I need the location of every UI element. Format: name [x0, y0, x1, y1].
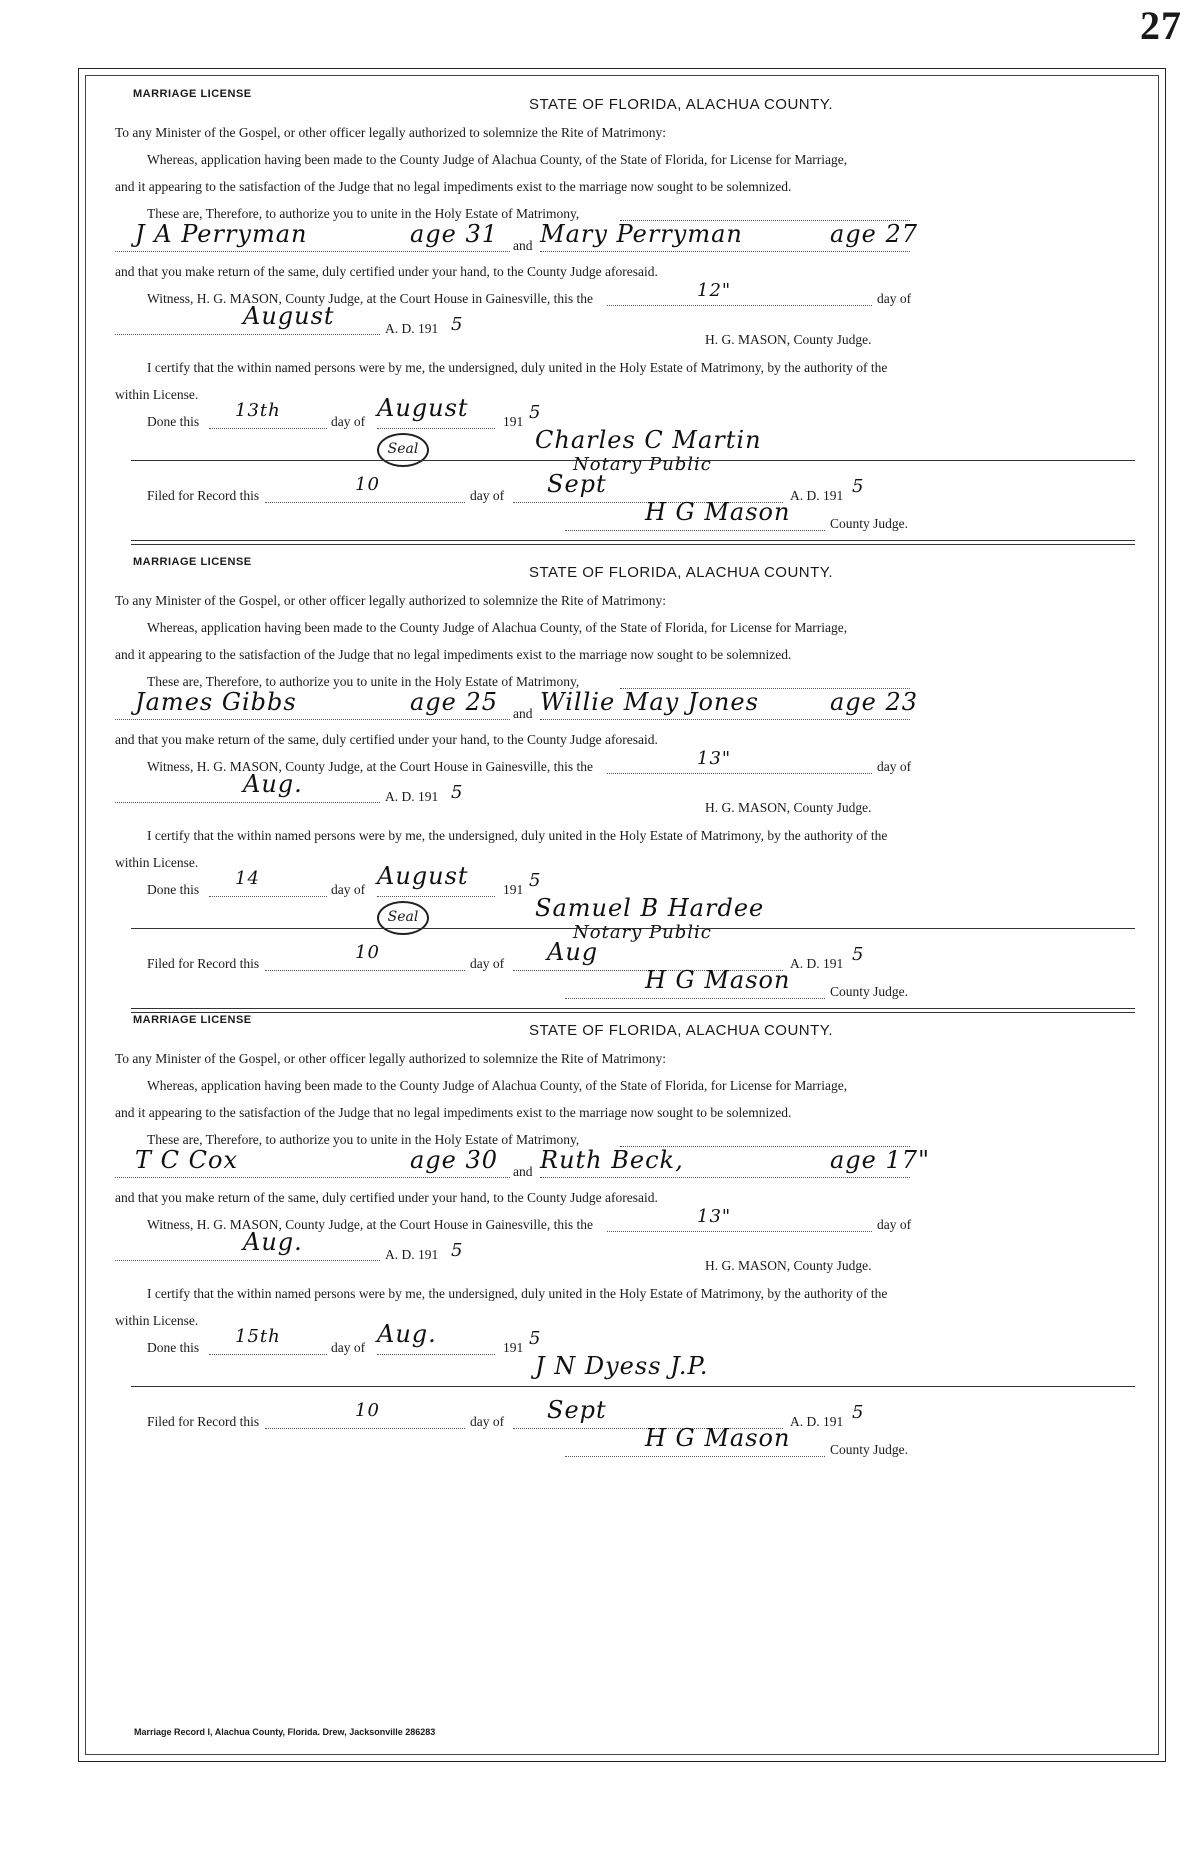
dotted-line	[377, 896, 495, 897]
to-any-minister-text: To any Minister of the Gospel, or other officer legally authorized to solemnize the Rite of Matrimony:	[115, 1051, 667, 1066]
filed-day-of-text: day of	[470, 488, 505, 503]
and-text: and	[513, 706, 533, 721]
day-of-text: day of	[877, 759, 912, 774]
witness-text: Witness, H. G. MASON, County Judge, at the Court House in Gainesville, this the	[147, 1217, 594, 1232]
marriage-license-block	[85, 1014, 1157, 1714]
dotted-line	[607, 773, 872, 774]
done-year-text: 191	[503, 414, 524, 429]
and-text: and	[513, 238, 533, 253]
done-year: 5	[529, 1328, 542, 1349]
done-year: 5	[529, 402, 542, 423]
groom-age: age 30	[410, 1146, 499, 1174]
done-day-of-text: day of	[331, 882, 366, 897]
done-day-of-text: day of	[331, 1340, 366, 1355]
officiant-signature: Charles C Martin	[535, 426, 762, 454]
done-year-text: 191	[503, 882, 524, 897]
witness-year: 5	[451, 782, 464, 803]
filed-text: Filed for Record this	[147, 488, 260, 503]
done-this-text: Done this	[147, 1340, 200, 1355]
officiant-signature: Samuel B Hardee	[535, 894, 765, 922]
appearing-text: and it appearing to the satisfaction of the Judge that no legal impediments exist to the marriage now sought to be solemnized.	[115, 179, 792, 194]
done-day: 15th	[235, 1326, 281, 1347]
dotted-line	[565, 530, 825, 531]
certify-text: I certify that the within named persons were by me, the undersigned, duly united in the Holy Estate of Matrimony, by the authority of the	[147, 828, 888, 843]
bride-age: age 17"	[830, 1146, 931, 1174]
dotted-line	[115, 251, 510, 252]
dotted-line	[115, 1177, 510, 1178]
license-title: STATE OF FLORIDA, ALACHUA COUNTY.	[528, 1022, 834, 1039]
return-text: and that you make return of the same, duly certified under your hand, to the County Judge aforesaid.	[115, 264, 658, 279]
signature-rule	[131, 460, 1135, 461]
whereas-text: Whereas, application having been made to the County Judge of Alachua County, of the State of Florida, for License for Marriage,	[147, 152, 848, 167]
dotted-line	[209, 896, 327, 897]
ad-text: A. D. 191	[385, 321, 439, 336]
filed-ad-text: A. D. 191	[790, 1414, 844, 1429]
filed-year: 5	[852, 1402, 865, 1423]
judge-text: H. G. MASON, County Judge.	[705, 800, 872, 815]
within-license-text: within License.	[115, 855, 199, 870]
judge-signature: H G Mason	[645, 498, 791, 526]
witness-text: Witness, H. G. MASON, County Judge, at the Court House in Gainesville, this the	[147, 759, 594, 774]
bride-name: Willie May Jones	[540, 688, 759, 716]
and-text: and	[513, 1164, 533, 1179]
done-year: 5	[529, 870, 542, 891]
filed-day-of-text: day of	[470, 956, 505, 971]
page-number: 27	[1140, 3, 1182, 48]
done-day: 14	[235, 868, 260, 889]
appearing-text: and it appearing to the satisfaction of the Judge that no legal impediments exist to the marriage now sought to be solemnized.	[115, 1105, 792, 1120]
officiant-title: Notary Public	[573, 454, 712, 475]
done-this-text: Done this	[147, 882, 200, 897]
done-month: Aug.	[377, 1320, 437, 1348]
witness-text: Witness, H. G. MASON, County Judge, at the Court House in Gainesville, this the	[147, 291, 594, 306]
filed-text: Filed for Record this	[147, 1414, 260, 1429]
dotted-line	[115, 1260, 380, 1261]
within-license-text: within License.	[115, 387, 199, 402]
these-are-text: These are, Therefore, to authorize you to unite in the Holy Estate of Matrimony,	[147, 1132, 580, 1147]
these-are-text: These are, Therefore, to authorize you to unite in the Holy Estate of Matrimony,	[147, 674, 580, 689]
return-text: and that you make return of the same, duly certified under your hand, to the County Judge aforesaid.	[115, 1190, 658, 1205]
dotted-line	[540, 719, 910, 720]
county-judge-text: County Judge.	[830, 984, 909, 999]
seal-mark: Seal	[377, 901, 429, 935]
done-day-of-text: day of	[331, 414, 366, 429]
dotted-line	[540, 251, 910, 252]
filed-month: Sept	[547, 1396, 607, 1424]
section-divider	[131, 1008, 1135, 1013]
dotted-line	[209, 1354, 327, 1355]
day-of-text: day of	[877, 1217, 912, 1232]
to-any-minister-text: To any Minister of the Gospel, or other officer legally authorized to solemnize the Rite of Matrimony:	[115, 593, 667, 608]
county-judge-text: County Judge.	[830, 1442, 909, 1457]
dotted-line	[607, 305, 872, 306]
filed-day: 10	[355, 474, 380, 495]
filed-ad-text: A. D. 191	[790, 488, 844, 503]
done-day: 13th	[235, 400, 281, 421]
groom-name: J A Perryman	[135, 220, 308, 248]
judge-signature: H G Mason	[645, 966, 791, 994]
ad-text: A. D. 191	[385, 1247, 439, 1262]
done-month: August	[377, 862, 469, 890]
groom-name: James Gibbs	[135, 688, 297, 716]
certify-text: I certify that the within named persons were by me, the undersigned, duly united in the Holy Estate of Matrimony, by the authority of the	[147, 1286, 888, 1301]
license-label: MARRIAGE LICENSE	[133, 556, 252, 568]
witness-year: 5	[451, 314, 464, 335]
appearing-text: and it appearing to the satisfaction of the Judge that no legal impediments exist to the marriage now sought to be solemnized.	[115, 647, 792, 662]
these-are-text: These are, Therefore, to authorize you to unite in the Holy Estate of Matrimony,	[147, 206, 580, 221]
within-license-text: within License.	[115, 1313, 199, 1328]
filed-month: Sept	[547, 470, 607, 498]
county-judge-text: County Judge.	[830, 516, 909, 531]
bride-age: age 23	[830, 688, 919, 716]
dotted-line	[209, 428, 327, 429]
officiant-signature: J N Dyess J.P.	[535, 1352, 709, 1380]
dotted-line	[115, 334, 380, 335]
witness-month: Aug.	[243, 1228, 303, 1256]
dotted-line	[607, 1231, 872, 1232]
section-divider	[131, 540, 1135, 545]
filed-day: 10	[355, 1400, 380, 1421]
to-any-minister-text: To any Minister of the Gospel, or other officer legally authorized to solemnize the Rite of Matrimony:	[115, 125, 667, 140]
whereas-text: Whereas, application having been made to the County Judge of Alachua County, of the State of Florida, for License for Marriage,	[147, 1078, 848, 1093]
filed-year: 5	[852, 476, 865, 497]
filed-year: 5	[852, 944, 865, 965]
witness-year: 5	[451, 1240, 464, 1261]
license-title: STATE OF FLORIDA, ALACHUA COUNTY.	[528, 564, 834, 581]
filed-text: Filed for Record this	[147, 956, 260, 971]
dotted-line	[565, 1456, 825, 1457]
done-this-text: Done this	[147, 414, 200, 429]
license-label: MARRIAGE LICENSE	[133, 1014, 252, 1026]
filed-ad-text: A. D. 191	[790, 956, 844, 971]
filed-day-of-text: day of	[470, 1414, 505, 1429]
dotted-line	[540, 1177, 910, 1178]
witness-day: 13"	[697, 748, 732, 769]
dotted-line	[377, 1354, 495, 1355]
signature-rule	[131, 1386, 1135, 1387]
bride-name: Mary Perryman	[540, 220, 743, 248]
dotted-line	[115, 719, 510, 720]
license-label: MARRIAGE LICENSE	[133, 88, 252, 100]
signature-rule	[131, 928, 1135, 929]
filed-day: 10	[355, 942, 380, 963]
groom-name: T C Cox	[135, 1146, 238, 1174]
filed-month: Aug	[547, 938, 599, 966]
bride-name: Ruth Beck,	[540, 1146, 684, 1174]
dotted-line	[265, 502, 465, 503]
done-month: August	[377, 394, 469, 422]
certify-text: I certify that the within named persons were by me, the undersigned, duly united in the Holy Estate of Matrimony, by the authority of the	[147, 360, 888, 375]
whereas-text: Whereas, application having been made to the County Judge of Alachua County, of the State of Florida, for License for Marriage,	[147, 620, 848, 635]
groom-age: age 25	[410, 688, 499, 716]
dotted-line	[115, 802, 380, 803]
ad-text: A. D. 191	[385, 789, 439, 804]
return-text: and that you make return of the same, duly certified under your hand, to the County Judge aforesaid.	[115, 732, 658, 747]
day-of-text: day of	[877, 291, 912, 306]
done-year-text: 191	[503, 1340, 524, 1355]
judge-text: H. G. MASON, County Judge.	[705, 1258, 872, 1273]
groom-age: age 31	[410, 220, 499, 248]
judge-signature: H G Mason	[645, 1424, 791, 1452]
license-title: STATE OF FLORIDA, ALACHUA COUNTY.	[528, 96, 834, 113]
dotted-line	[377, 428, 495, 429]
witness-month: August	[243, 302, 335, 330]
witness-day: 13"	[697, 1206, 732, 1227]
dotted-line	[265, 970, 465, 971]
marriage-license-block	[85, 88, 1157, 554]
judge-text: H. G. MASON, County Judge.	[705, 332, 872, 347]
witness-day: 12"	[697, 280, 732, 301]
dotted-line	[265, 1428, 465, 1429]
seal-mark: Seal	[377, 433, 429, 467]
footer-imprint: Marriage Record I, Alachua County, Florida. Drew, Jacksonville 286283	[134, 1727, 436, 1737]
marriage-license-block	[85, 556, 1157, 1022]
dotted-line	[565, 998, 825, 999]
officiant-title: Notary Public	[573, 922, 712, 943]
witness-month: Aug.	[243, 770, 303, 798]
bride-age: age 27	[830, 220, 919, 248]
